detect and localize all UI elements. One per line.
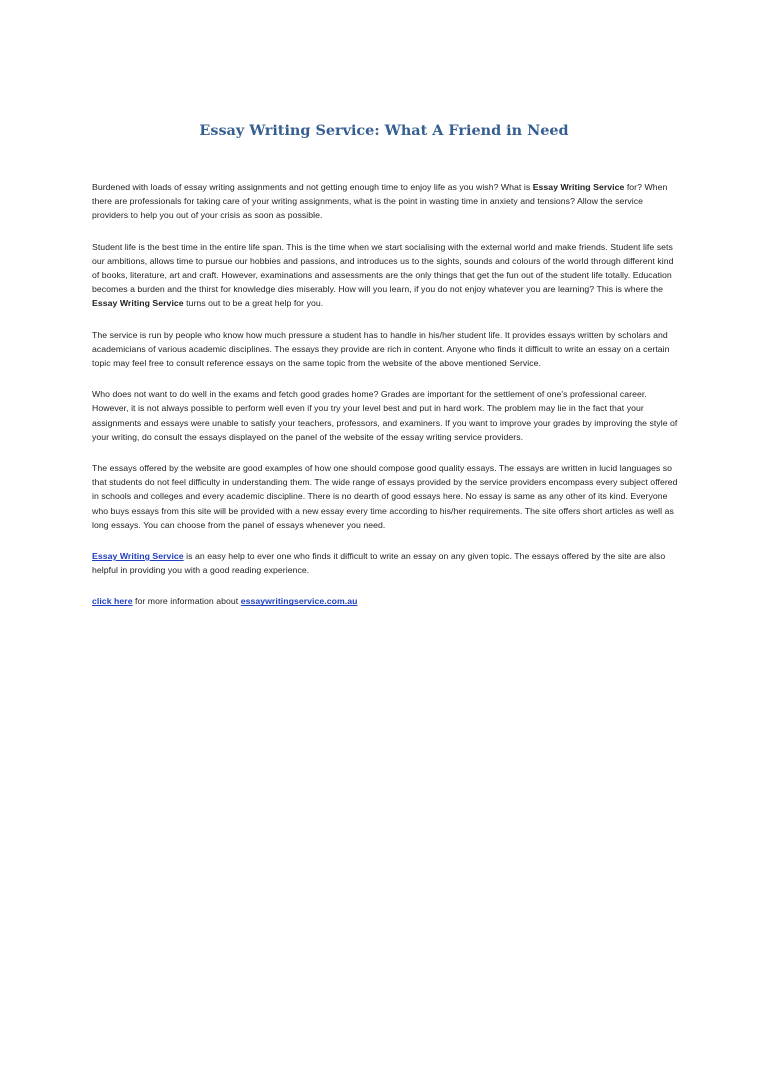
paragraph-7-text: for more information about bbox=[132, 596, 241, 607]
paragraph-1 bbox=[92, 180, 678, 223]
paragraph-6 bbox=[92, 549, 678, 577]
paragraph-1-text-a: Burdened with loads of essay writing assignments and not getting enough time to enjoy life as you wish? What is bbox=[92, 182, 533, 192]
document-title: Essay Writing Service: What A Friend in Need bbox=[199, 122, 569, 139]
essay-writing-service-link[interactable]: Essay Writing Service bbox=[92, 551, 184, 562]
paragraph-7 bbox=[92, 594, 678, 608]
paragraph-4: Who does not want to do well in the exams and fetch good grades home? Grades are important for the settlement of one's professional career. However, it is not always possible to perform well even if you try your level best and put in hard work. The problem may lie in the fact that your assignments and essays were unable to satisfy your teachers, professors, and examiners. If you want to improve your grades by improving the style of your writing, do consult the essays displayed on the panel of the website of the essay writing service providers. bbox=[92, 389, 678, 442]
paragraph-3: The service is run by people who know how much pressure a student has to handle in his/her student life. It provides essays written by scholars and academicians of various academic disciplines. The essays they provide are rich in content. Anyone who finds it difficult to write an essay on a certain topic may feel free to consult reference essays on the same topic from the website of the above mentioned Service. bbox=[92, 329, 670, 369]
paragraph-1-text-b: for? When there are professionals for taking care of your writing assignments, what is the point in wasting time in anxiety and tensions? Allow the service providers to help you out of your crisis as soon as possible. bbox=[92, 182, 668, 221]
paragraph-2-text-b: turns out to be a great help for you. bbox=[183, 298, 324, 309]
paragraph-2 bbox=[92, 240, 678, 311]
paragraph-5: The essays offered by the website are good examples of how one should compose good quality essays. The essays are written in lucid languages so that students do not feel difficulty in understanding them. The wide range of essays provided by the service providers encompass every subject offered in schools and colleges and every academic discipline. There is no dearth of good essays here. No essay is same as any other of its kind. Everyone who buys essays from this site will be provided with a new essay every time according to his/her requirements. The site offers short articles as well as long essays. You can choose from the panel of essays whenever you need. bbox=[92, 463, 678, 530]
paragraph-2-text-a: Student life is the best time in the entire life span. This is the time when we start socialising with the external world and make friends. Student life sets our ambitions, allows time to pursue our hobbies and passions, and introduces us to the sights, sounds and colours of the world through different kind of books, literature, art and craft. However, examinations and assessments are the only things that get the fun out of the student life totally. Education becomes a burden and the thirst for knowledge dies miserably. How will you learn, if you do not enjoy whatever you are learning? This is where the bbox=[92, 241, 674, 295]
paragraph-2-bold: Essay Writing Service bbox=[92, 298, 184, 309]
paragraph-6-text: is an easy help to ever one who finds it difficult to write an essay on any given topic. The essays offered by the site are also helpful in providing you with a good reading experience. bbox=[92, 551, 666, 576]
paragraph-1-bold: Essay Writing Service bbox=[532, 182, 625, 192]
document-body bbox=[92, 180, 678, 626]
click-here-link[interactable]: click here bbox=[92, 596, 133, 607]
website-link[interactable]: essaywritingservice.com.au bbox=[240, 596, 358, 607]
